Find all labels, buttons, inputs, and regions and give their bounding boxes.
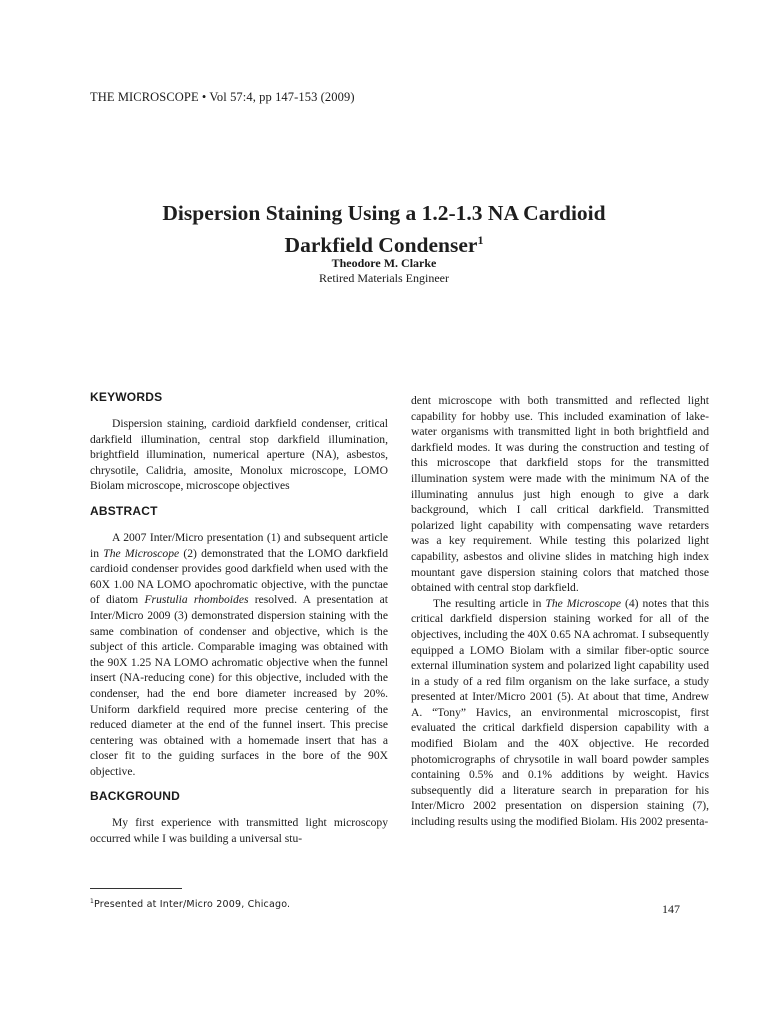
keywords-heading: KEYWORDS — [90, 390, 163, 404]
author-affiliation: Retired Materials Engineer — [319, 271, 449, 285]
body-paragraph-2: The resulting article in The Microscope (4) notes that this critical darkfield dispersion staining worked for all of the objectives, including the 40X 0.65 NA achromat. I subsequently equipped a LOMO Biolam with a similar fiber-optic source external illumination system and polarized light capability used in a study of a red film organism on the lake surface, a study presented at Inter/Micro 2001 (5). At about that time, Andrew A. “Tony” Havics, an environmental microscopist, first evaluated the critical darkfield dispersion capability with a modified Biolam and the 40X objective. He recorded photomicrographs of chrysotile in wall board powder samples containing 0.5% and 0.1% additions by weight. Havics subsequently did a literature search in preparation for his Inter/Micro 2002 presentation on dispersion staining (7), including results using the modified Biolam. His 2002 presenta- — [411, 596, 710, 829]
abstract-text: A 2007 Inter/Micro presentation (1) and subsequent article in The Microscope (2) demonstrated that the LOMO darkfield cardioid condenser provides good darkfield when used with the 60X 1.00 NA LOMO apochromatic objective, with the punctae of diatom Frustulia rhomboides resolved. A presentation at Inter/Micro 2009 (3) demonstrated dispersion staining with the same combination of condenser and objective, which is the subject of this article. Comparable imaging was obtained with the 90X 1.25 NA LOMO achromatic objective when the funnel insert (NA-reducing cone) for this objective, included with the condenser, had the end bore diameter increased by 20%. Uniform darkfield required more precise centering of the reduced diameter at the end of the funnel insert. This precise centering was obtained with a homemade insert that has a closer fit to the guiding surfaces in the bore of the 90X objective. — [90, 530, 389, 778]
footnote — [90, 898, 290, 910]
right-column — [411, 393, 709, 830]
background-text: My first experience with transmitted light microscopy occurred while I was building a universal stu- — [90, 816, 388, 846]
footnote-divider — [90, 888, 182, 889]
species-name-italic: Frustulia rhomboides — [144, 593, 249, 607]
body-paragraph-1: dent microscope with both transmitted and reflected light capability for hobby use. This included examination of lake-water organisms with transmitted light in both brightfield and darkfield modes. It was during the construction and testing of this microscope that darkfield stops for the transmitted illumination system were made with the minimum NA of the illuminating annulus just high enough to give a dark background, which I call critical darkfield. Transmitted polarized light capability with compensating wave retarders was a key requirement. While testing this polarized light capability, asbestos and olivine slides in matching high index mountant gave dispersion staining colors that matched those obtained with central stop darkfield. — [411, 394, 709, 595]
title-line-1: Dispersion Staining Using a 1.2-1.3 NA Cardioid — [162, 201, 606, 225]
journal-name-italic: The Microscope — [103, 546, 180, 560]
running-head: THE MICROSCOPE • Vol 57:4, pp 147-153 (2009) — [90, 90, 355, 104]
left-column — [90, 390, 388, 847]
journal-name-italic: The Microscope — [545, 596, 622, 610]
keywords-text: Dispersion staining, cardioid darkfield condenser, critical darkfield illumination, central stop darkfield illumination, brightfield illumination, numerical aperture (NA), asbestos, chrysotile, Calidria, amosite, Monolux microscope, LOMO Biolam microscope, microscope objectives — [90, 417, 388, 493]
title-footnote-mark[interactable]: 1 — [477, 233, 484, 247]
footnote-text: Presented at Inter/Micro 2009, Chicago. — [94, 899, 291, 911]
page-number: 147 — [662, 902, 680, 916]
author-name: Theodore M. Clarke — [331, 256, 437, 270]
article-title — [0, 200, 768, 259]
footnote-mark: 1 — [90, 898, 95, 905]
abstract-heading: ABSTRACT — [90, 503, 158, 518]
background-heading: BACKGROUND — [90, 789, 180, 804]
title-line-2: Darkfield Condenser — [284, 233, 478, 258]
